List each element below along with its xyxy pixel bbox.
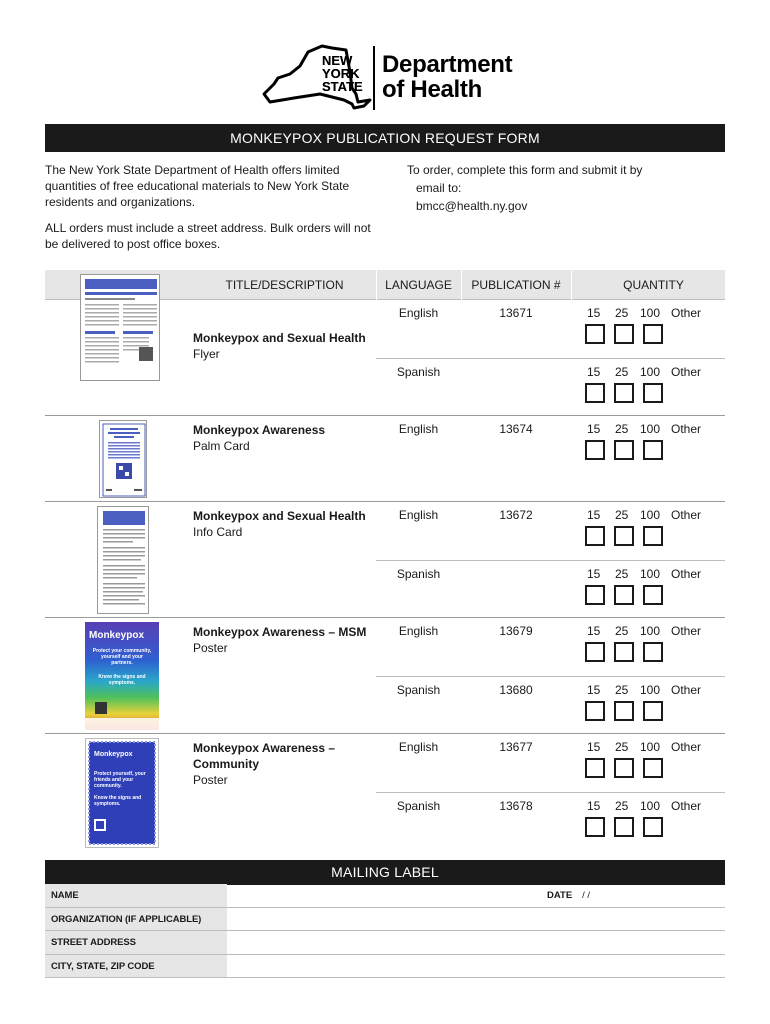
order-instructions: To order, complete this form and submit it by (407, 163, 643, 177)
qty-label-100: 100 (640, 306, 661, 320)
product-row (45, 618, 725, 734)
language-label: English (398, 624, 439, 638)
mailing-label-form (45, 884, 725, 978)
product-row (45, 734, 725, 856)
msm-poster-know: Know the signs and symptoms. (98, 674, 146, 686)
language-row (376, 676, 725, 734)
publication-number: 13679 (499, 624, 533, 638)
qty-checkbox-100[interactable] (643, 817, 663, 837)
qty-label-15: 15 (587, 799, 601, 813)
qty-label-100: 100 (640, 365, 661, 379)
product-title: Monkeypox Awareness (193, 423, 326, 437)
header-title: TITLE/DESCRIPTION (225, 278, 344, 292)
header-publication: PUBLICATION # (471, 278, 561, 292)
qty-label-other: Other (671, 508, 702, 522)
product-description (193, 330, 376, 362)
product-type: Info Card (193, 525, 243, 539)
info-card-preview-image (97, 506, 149, 614)
product-type: Flyer (193, 347, 220, 361)
qty-checkbox-25[interactable] (614, 585, 634, 605)
name-label: NAME (45, 884, 227, 907)
publication-number: 13672 (499, 508, 533, 522)
qty-checkbox-15[interactable] (585, 585, 605, 605)
qty-label-other: Other (671, 365, 702, 379)
qty-checkbox-100[interactable] (643, 526, 663, 546)
name-field[interactable] (227, 884, 725, 907)
date-separators: / / (582, 890, 591, 901)
intro-paragraph-1: The New York State Department of Health offers limited quantities of free educational materials to New York State residents and organizations. (45, 163, 350, 209)
msm-poster-tagline: Protect your community, yourself and your partners. (92, 648, 152, 666)
community-poster-know: Know the signs and symptoms. (94, 795, 142, 807)
organization-field[interactable] (227, 908, 725, 931)
flyer-preview-image (80, 274, 160, 381)
qty-label-other: Other (671, 567, 702, 581)
qty-label-25: 25 (615, 306, 629, 320)
qty-checkbox-15[interactable] (585, 701, 605, 721)
qty-label-other: Other (671, 624, 702, 638)
language-label: Spanish (396, 365, 441, 379)
language-row (376, 502, 725, 560)
qty-label-15: 15 (587, 422, 601, 436)
qty-checkbox-100[interactable] (643, 758, 663, 778)
qty-label-25: 25 (615, 740, 629, 754)
qty-label-25: 25 (615, 365, 629, 379)
palm-card-preview-image (99, 420, 147, 498)
publication-table (45, 270, 725, 856)
product-row (45, 300, 725, 416)
qty-checkbox-100[interactable] (643, 701, 663, 721)
product-description (193, 624, 376, 656)
product-type: Poster (193, 641, 228, 655)
qty-label-15: 15 (587, 624, 601, 638)
city-state-zip-field[interactable] (227, 955, 725, 978)
product-title: Monkeypox and Sexual Health (193, 331, 366, 345)
qty-label-25: 25 (615, 422, 629, 436)
language-label: English (398, 306, 439, 320)
qty-label-100: 100 (640, 422, 661, 436)
language-row (376, 358, 725, 416)
language-row (376, 792, 725, 850)
qty-checkbox-25[interactable] (614, 817, 634, 837)
language-label: English (398, 422, 439, 436)
product-description (193, 508, 376, 540)
logo-department-text: Department of Health (382, 51, 513, 103)
logo-divider (373, 46, 375, 110)
order-email: bmcc@health.ny.gov (416, 199, 528, 213)
language-row (376, 300, 725, 358)
logo-state-text: NEW YORK STATE (322, 53, 363, 94)
qty-label-25: 25 (615, 567, 629, 581)
form-title-bar: MONKEYPOX PUBLICATION REQUEST FORM (45, 124, 725, 152)
language-label: Spanish (396, 567, 441, 581)
mailing-row-city (45, 955, 725, 979)
qty-label-100: 100 (640, 567, 661, 581)
product-title: Monkeypox and Sexual Health (193, 509, 366, 523)
street-address-label: STREET ADDRESS (45, 931, 227, 954)
language-row (376, 560, 725, 618)
language-row (376, 416, 725, 474)
qty-checkbox-25[interactable] (614, 526, 634, 546)
qty-label-15: 15 (587, 683, 601, 697)
header-quantity: QUANTITY (623, 278, 684, 292)
intro-left (45, 162, 375, 262)
product-title: Monkeypox Awareness – MSM (193, 625, 367, 639)
language-label: English (398, 740, 439, 754)
qty-label-15: 15 (587, 740, 601, 754)
publication-number: 13678 (499, 799, 533, 813)
qty-label-25: 25 (615, 624, 629, 638)
community-poster-preview-image (85, 738, 159, 848)
mailing-label-title: MAILING LABEL (45, 860, 725, 885)
publication-number: 13671 (499, 306, 533, 320)
product-description (193, 740, 376, 788)
qty-checkbox-15[interactable] (585, 642, 605, 662)
qty-label-15: 15 (587, 508, 601, 522)
intro-paragraph-2: ALL orders must include a street address. Bulk orders will not be delivered to post office boxes. (45, 221, 371, 251)
qty-label-100: 100 (640, 799, 661, 813)
qty-checkbox-15[interactable] (585, 817, 605, 837)
organization-label: ORGANIZATION (IF APPLICABLE) (45, 908, 227, 931)
qty-label-other: Other (671, 683, 702, 697)
qty-checkbox-100[interactable] (643, 642, 663, 662)
mailing-row-organization (45, 908, 725, 932)
qty-label-25: 25 (615, 799, 629, 813)
qty-label-15: 15 (587, 306, 601, 320)
qty-label-other: Other (671, 422, 702, 436)
qty-checkbox-100[interactable] (643, 383, 663, 403)
qty-checkbox-25[interactable] (614, 324, 634, 344)
qty-checkbox-25[interactable] (614, 383, 634, 403)
community-poster-tagline: Protect yourself, your friends and your community. (94, 771, 146, 789)
mailing-row-name (45, 884, 725, 908)
qty-checkbox-15[interactable] (585, 526, 605, 546)
city-state-zip-label: CITY, STATE, ZIP CODE (45, 955, 227, 978)
qty-checkbox-100[interactable] (643, 324, 663, 344)
qty-checkbox-15[interactable] (585, 758, 605, 778)
qty-label-100: 100 (640, 740, 661, 754)
publication-number: 13680 (499, 683, 533, 697)
publication-number: 13674 (499, 422, 533, 436)
nys-doh-logo (260, 44, 520, 114)
product-row (45, 416, 725, 502)
product-description (193, 422, 376, 454)
email-to-label: email to: (416, 181, 462, 195)
qty-checkbox-100[interactable] (643, 585, 663, 605)
qty-label-100: 100 (640, 624, 661, 638)
msm-poster-preview-image (85, 622, 159, 730)
qty-label-100: 100 (640, 683, 661, 697)
qty-label-15: 15 (587, 365, 601, 379)
qty-label-25: 25 (615, 683, 629, 697)
street-address-field[interactable] (227, 931, 725, 954)
mailing-row-street (45, 931, 725, 955)
qty-label-other: Other (671, 740, 702, 754)
language-row (376, 734, 725, 792)
qty-checkbox-25[interactable] (614, 440, 634, 460)
qty-checkbox-100[interactable] (643, 440, 663, 460)
qty-label-other: Other (671, 306, 702, 320)
qty-label-other: Other (671, 799, 702, 813)
language-label: Spanish (396, 799, 441, 813)
qty-label-100: 100 (640, 508, 661, 522)
publication-number: 13677 (499, 740, 533, 754)
qty-checkbox-15[interactable] (585, 440, 605, 460)
language-label: Spanish (396, 683, 441, 697)
msm-poster-title: Monkeypox (89, 630, 145, 641)
qty-checkbox-15[interactable] (585, 324, 605, 344)
header-language: LANGUAGE (385, 278, 452, 292)
language-row (376, 618, 725, 676)
qty-label-15: 15 (587, 567, 601, 581)
qty-checkbox-15[interactable] (585, 383, 605, 403)
qty-checkbox-25[interactable] (614, 642, 634, 662)
qty-checkbox-25[interactable] (614, 701, 634, 721)
product-type: Palm Card (193, 439, 250, 453)
product-title: Monkeypox Awareness – Community (193, 741, 336, 771)
community-poster-title: Monkeypox (94, 751, 133, 758)
intro-right (407, 162, 707, 214)
qty-checkbox-25[interactable] (614, 758, 634, 778)
product-row (45, 502, 725, 618)
product-type: Poster (193, 773, 228, 787)
qty-label-25: 25 (615, 508, 629, 522)
language-label: English (398, 508, 439, 522)
date-field[interactable] (547, 884, 590, 907)
date-label: DATE (547, 890, 573, 901)
